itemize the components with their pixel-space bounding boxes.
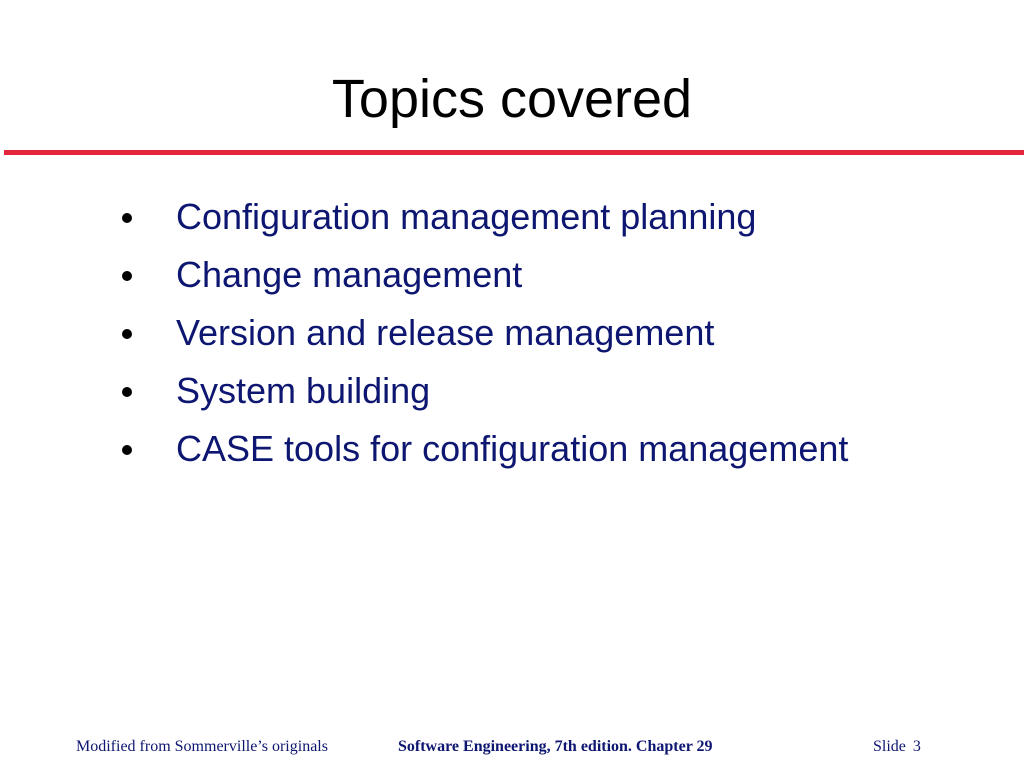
topic-label: Configuration management planning bbox=[176, 196, 757, 237]
bullet-icon bbox=[122, 271, 132, 281]
topic-item bbox=[118, 362, 998, 420]
topic-label: System building bbox=[176, 370, 431, 411]
bullet-icon bbox=[122, 329, 132, 339]
topic-item bbox=[118, 304, 998, 362]
topic-label: Version and release management bbox=[176, 312, 715, 353]
bullet-icon bbox=[122, 445, 132, 455]
slide-footer bbox=[0, 735, 1024, 759]
footer-book-title: Software Engineering, 7th edition. Chapter 29 bbox=[398, 738, 713, 755]
footer-slide-info bbox=[873, 735, 921, 759]
topic-item bbox=[118, 246, 998, 304]
topic-list bbox=[118, 188, 998, 478]
topic-label: CASE tools for configuration management bbox=[176, 428, 849, 469]
slide-label: Slide bbox=[873, 738, 906, 755]
topic-item bbox=[118, 188, 998, 246]
slide-number: 3 bbox=[912, 738, 921, 755]
slide-title: Topics covered bbox=[331, 69, 693, 129]
title-divider bbox=[4, 150, 1024, 155]
topic-item bbox=[118, 420, 998, 478]
topic-label: Change management bbox=[176, 254, 523, 295]
bullet-icon bbox=[122, 387, 132, 397]
footer-attribution: Modified from Sommerville’s originals bbox=[76, 738, 328, 755]
bullet-icon bbox=[122, 213, 132, 223]
